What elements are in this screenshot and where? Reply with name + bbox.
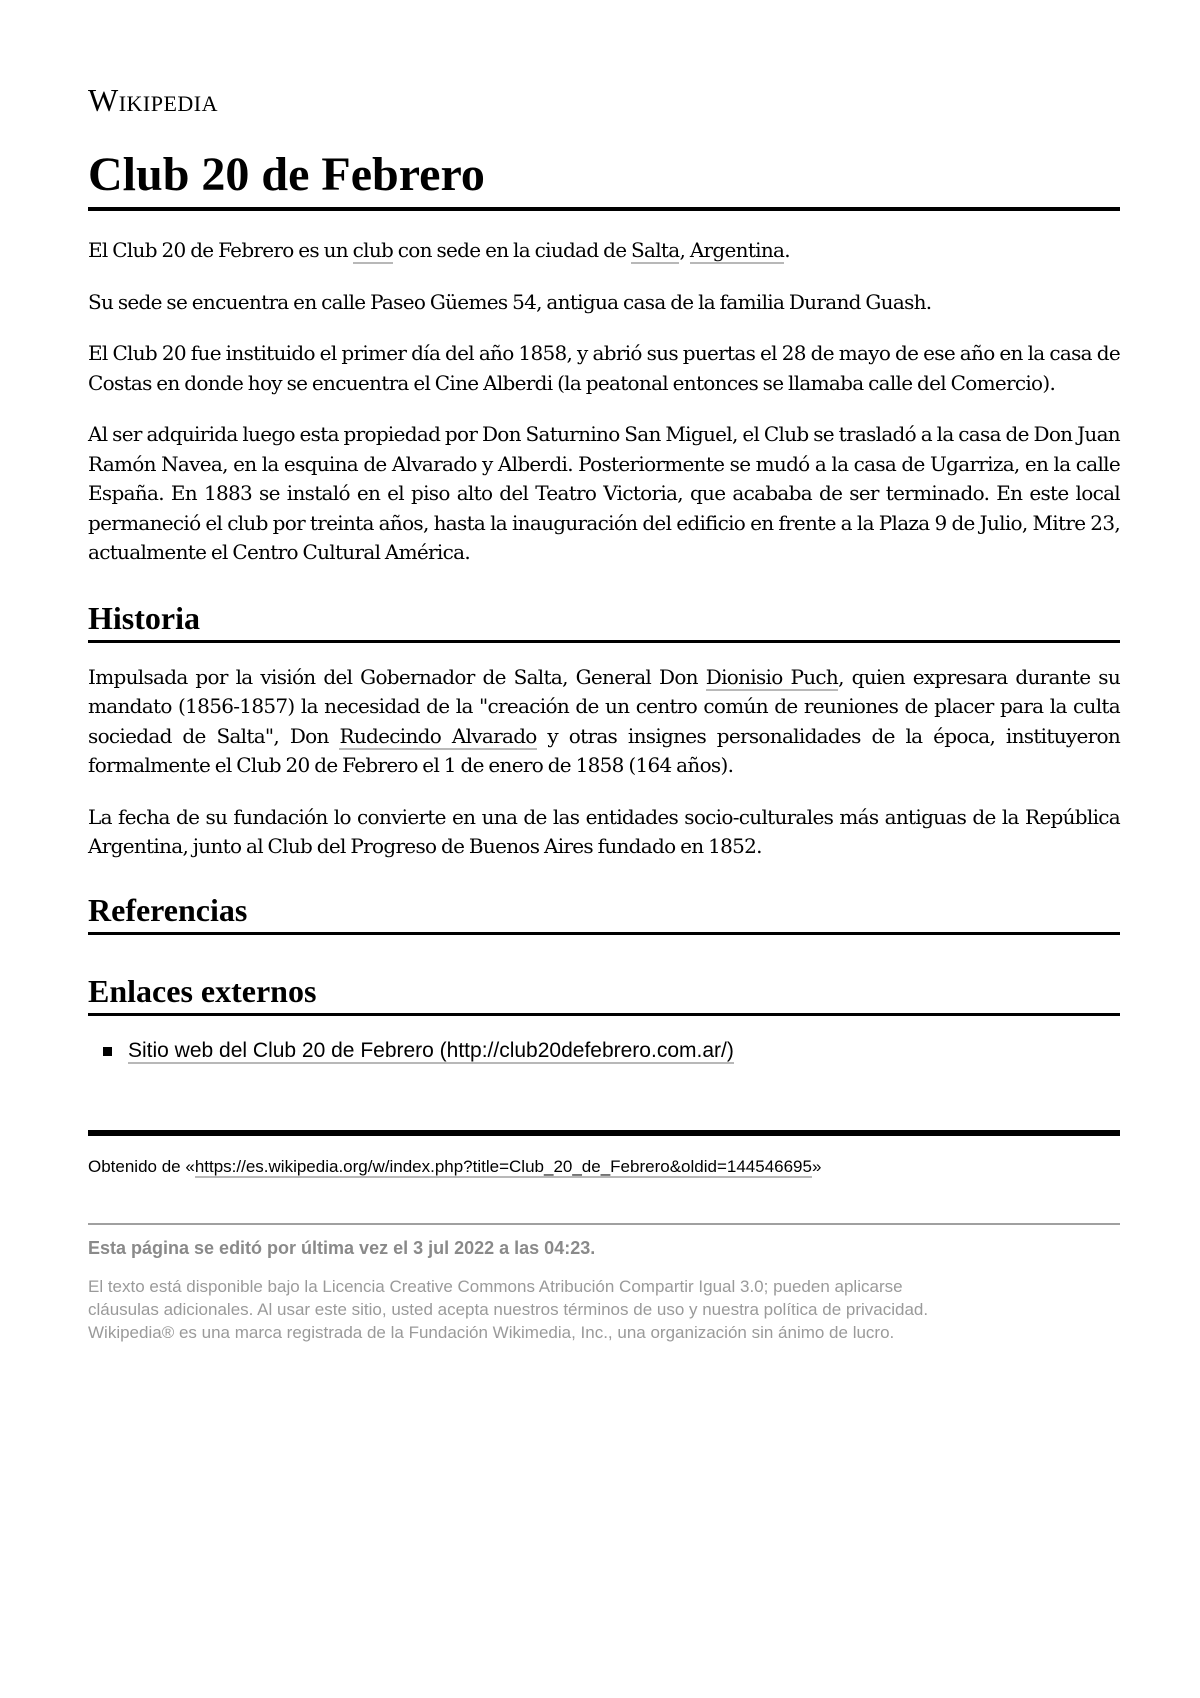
footer-thin-divider [88, 1223, 1120, 1225]
retrieved-from [88, 1155, 821, 1179]
page-title: Club 20 de Febrero [88, 145, 1120, 211]
article-body [88, 236, 1120, 1066]
link-salta[interactable]: Salta [631, 238, 680, 262]
heading-referencias: Referencias [88, 890, 1120, 935]
license-text [88, 1275, 1120, 1344]
intro-paragraph-1 [88, 236, 1120, 266]
intro-text-1: El Club 20 de Febrero es un [88, 238, 353, 262]
link-argentina[interactable]: Argentina [689, 238, 785, 262]
intro-text-2: con sede en la ciudad de [393, 238, 631, 262]
license-line-3: Wikipedia® es una marca registrada de la Fundación Wikimedia, Inc., una organización sin ánimo de lucro. [88, 1323, 895, 1342]
heading-historia: Historia [88, 598, 1120, 643]
wikipedia-wordmark [88, 84, 218, 116]
link-club[interactable]: club [352, 238, 394, 262]
link-sitio-web[interactable]: Sitio web del Club 20 de Febrero (http://club20defebrero.com.ar/) [128, 1038, 734, 1062]
intro-paragraph-4: Al ser adquirida luego esta propiedad por Don Saturnino San Miguel, el Club se trasladó a la casa de Don Juan Ramón Navea, en la esquina de Alvarado y Alberdi. Posteriormente se mudó a la casa de Ugarriza, en la calle España. En 1883 se instaló en el piso alto del Teatro Victoria, que acababa de ser terminado. En este local permaneció el club por treinta años, hasta la inauguración del edificio en frente a la Plaza 9 de Julio, Mitre 23, actualmente el Centro Cultural América. [88, 422, 1120, 564]
link-rudecindo-alvarado[interactable]: Rudecindo Alvarado [339, 723, 537, 748]
bullet-icon [103, 1047, 112, 1056]
intro-paragraph-3: El Club 20 fue instituido el primer día del año 1858, y abrió sus puertas el 28 de mayo de ese año en la casa de Costas en donde hoy se encuentra el Cine Alberdi (la peatonal entonces se llamaba calle del Comercio). [88, 341, 1120, 395]
list-item [88, 1036, 1120, 1066]
last-edited-text: Esta página se editó por última vez el 3 jul 2022 a las 04:23. [88, 1238, 596, 1258]
historia-text-1: Impulsada por la visión del Gobernador de Salta, General Don [88, 664, 706, 689]
retrieved-prefix: Obtenido de « [88, 1157, 195, 1176]
external-links-list [88, 1036, 1120, 1066]
historia-paragraph-1 [88, 663, 1120, 781]
license-line-1: El texto está disponible bajo la Licencia Creative Commons Atribución Compartir Igual 3.0; pueden aplicarse [88, 1277, 903, 1296]
retrieved-suffix: » [811, 1157, 822, 1176]
historia-text-2: , quien expresara durante su mandato (1856-1857) la necesidad de la "creación de un centro común de reuniones de placer para la culta sociedad de Salta", Don [88, 664, 1121, 748]
heading-enlaces-externos: Enlaces externos [88, 971, 1120, 1016]
historia-text-3: y otras insignes personalidades de la época, instituyeron formalmente el Club 20 de Febrero el 1 de enero de 1858 (164 años). [88, 723, 1120, 777]
intro-text-3: , [679, 238, 690, 262]
intro-text-4: . [784, 238, 790, 262]
intro-paragraph-2: Su sede se encuentra en calle Paseo Güemes 54, antigua casa de la familia Durand Guash. [88, 289, 932, 314]
link-dionisio-puch[interactable]: Dionisio Puch [705, 664, 839, 689]
wordmark-text: Wikipedia [88, 82, 219, 118]
retrieved-url-link[interactable]: https://es.wikipedia.org/w/index.php?title=Club_20_de_Febrero&oldid=144546695 [194, 1157, 812, 1176]
license-line-2: cláusulas adicionales. Al usar este sitio, usted acepta nuestros términos de uso y nuestra política de privacidad. [88, 1300, 929, 1319]
footer-divider [88, 1130, 1120, 1136]
historia-paragraph-2: La fecha de su fundación lo convierte en una de las entidades socio-culturales más antiguas de la República Argentina, junto al Club del Progreso de Buenos Aires fundado en 1852. [88, 804, 1120, 858]
